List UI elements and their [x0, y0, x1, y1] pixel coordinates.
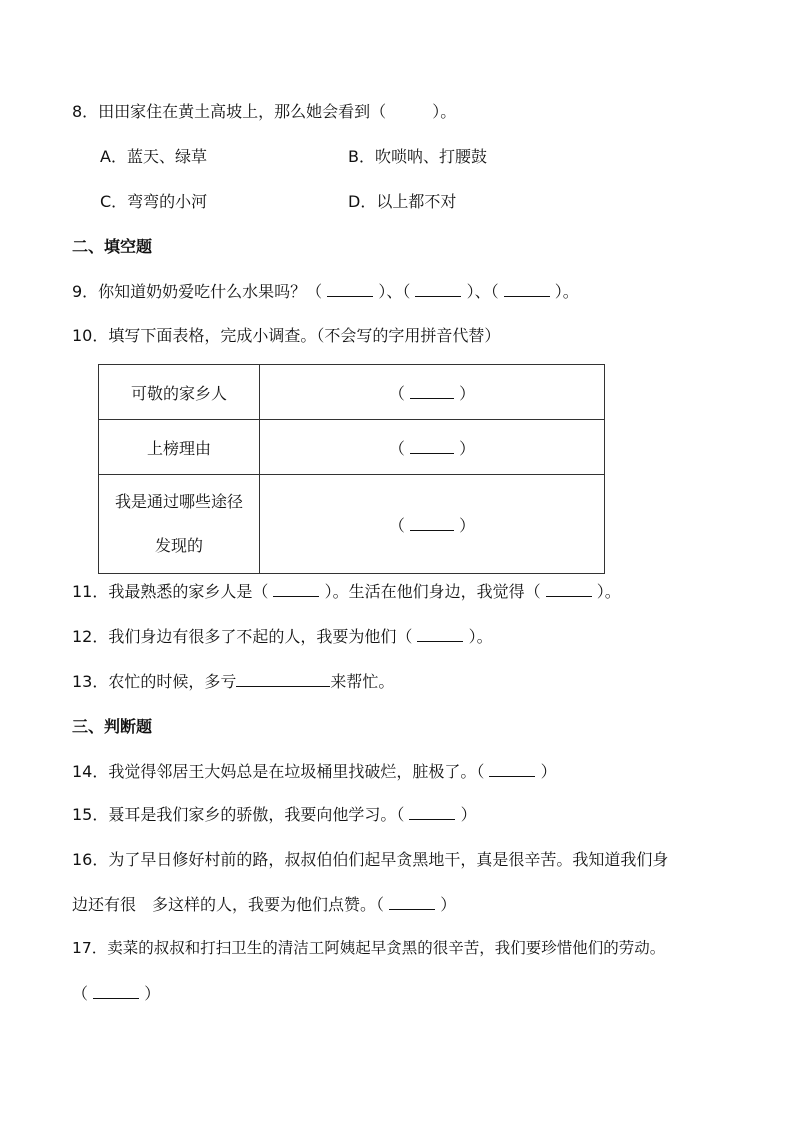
- answer-blank[interactable]: [504, 282, 550, 297]
- question-15: [72, 804, 477, 826]
- answer-blank[interactable]: [273, 582, 319, 597]
- option-c[interactable]: C．弯弯的小河: [100, 192, 208, 211]
- question-11: [72, 581, 621, 603]
- table-row: [99, 475, 605, 574]
- question-13-text: 来帮忙。: [330, 672, 395, 691]
- section-title-true-false: 三、判断题: [72, 717, 153, 736]
- answer-blank[interactable]: [410, 384, 454, 399]
- answer-blank[interactable]: [546, 582, 592, 597]
- answer-blank[interactable]: [410, 439, 454, 454]
- table-cell-label: 可敬的家乡人: [99, 365, 260, 420]
- question-12: [72, 626, 493, 648]
- question-14-text: 14．我觉得邻居王大妈总是在垃圾桶里找破烂，脏极了。（: [72, 762, 485, 781]
- paren-close: ）: [459, 383, 476, 403]
- answer-blank[interactable]: [93, 984, 139, 999]
- answer-blank[interactable]: [236, 672, 330, 687]
- question-16-line-2: [72, 894, 456, 916]
- question-15-text: 15．聂耳是我们家乡的骄傲，我要向他学习。（: [72, 805, 405, 824]
- table-cell-label: 上榜理由: [99, 420, 260, 475]
- answer-blank[interactable]: [389, 895, 435, 910]
- option-d[interactable]: D．以上都不对: [348, 192, 457, 211]
- paren-close: ）: [459, 515, 476, 535]
- table-cell-label: [99, 475, 260, 574]
- question-16-text: 边还有很 多这样的人，我要为他们点赞。（: [72, 895, 385, 914]
- question-15-text: ）: [460, 805, 477, 824]
- table-cell-label-line: 我是通过哪些途径: [114, 492, 243, 511]
- table-cell-answer[interactable]: [260, 365, 605, 420]
- section-title-fill-blank: 二、填空题: [72, 237, 153, 256]
- question-9-text: ）。: [554, 282, 579, 301]
- answer-blank[interactable]: [415, 282, 461, 297]
- table-row: [99, 420, 605, 475]
- question-14: [72, 761, 557, 783]
- question-8-text: 8．田田家住在黄土高坡上，那么她会看到（: [72, 102, 387, 121]
- question-16-text: ）: [440, 895, 457, 914]
- question-13: [72, 671, 394, 693]
- paren-open: （: [388, 438, 405, 458]
- question-16-line-1: 16．为了早日修好村前的路，叔叔伯伯们起早贪黑地干，真是很辛苦。我知道我们身: [72, 850, 669, 869]
- survey-table: [98, 364, 605, 574]
- answer-blank[interactable]: [327, 282, 373, 297]
- answer-blank[interactable]: [417, 627, 463, 642]
- paren-close: ）: [459, 438, 476, 458]
- question-17-text: （: [72, 984, 89, 1003]
- question-10: 10．填写下面表格，完成小调查。（不会写的字用拼音代替）: [72, 326, 501, 345]
- option-a[interactable]: A．蓝天、绿草: [100, 147, 207, 166]
- question-12-text: ）。: [468, 627, 493, 646]
- question-17-line-2: [72, 983, 160, 1005]
- question-9-text: 9．你知道奶奶爱吃什么水果吗？（: [72, 282, 323, 301]
- question-12-text: 12．我们身边有很多了不起的人，我要为他们（: [72, 627, 413, 646]
- question-13-text: 13．农忙的时候，多亏: [72, 672, 237, 691]
- question-8: [72, 101, 456, 123]
- table-cell-label-line: 发现的: [154, 536, 203, 555]
- question-11-text: ）。: [596, 582, 621, 601]
- paren-open: （: [388, 515, 405, 535]
- question-8-text-end: ）。: [432, 102, 457, 121]
- question-11-text: 11．我最熟悉的家乡人是（: [72, 582, 269, 601]
- table-cell-answer[interactable]: [260, 475, 605, 574]
- question-17-line-1: 17．卖菜的叔叔和打扫卫生的清洁工阿姨起早贪黑的很辛苦，我们要珍惜他们的劳动。: [72, 939, 666, 957]
- table-cell-answer[interactable]: [260, 420, 605, 475]
- answer-blank[interactable]: [410, 516, 454, 531]
- question-14-text: ）: [540, 762, 557, 781]
- answer-blank[interactable]: [409, 805, 455, 820]
- question-9-text: ）、（: [378, 282, 411, 301]
- paren-open: （: [388, 383, 405, 403]
- question-9-text: ）、（: [466, 282, 499, 301]
- table-row: [99, 365, 605, 420]
- question-17-text: ）: [144, 984, 161, 1003]
- answer-blank[interactable]: [489, 762, 535, 777]
- question-11-text: ）。生活在他们身边，我觉得（: [324, 582, 541, 601]
- option-b[interactable]: B．吹唢呐、打腰鼓: [348, 147, 487, 166]
- question-9: [72, 281, 579, 303]
